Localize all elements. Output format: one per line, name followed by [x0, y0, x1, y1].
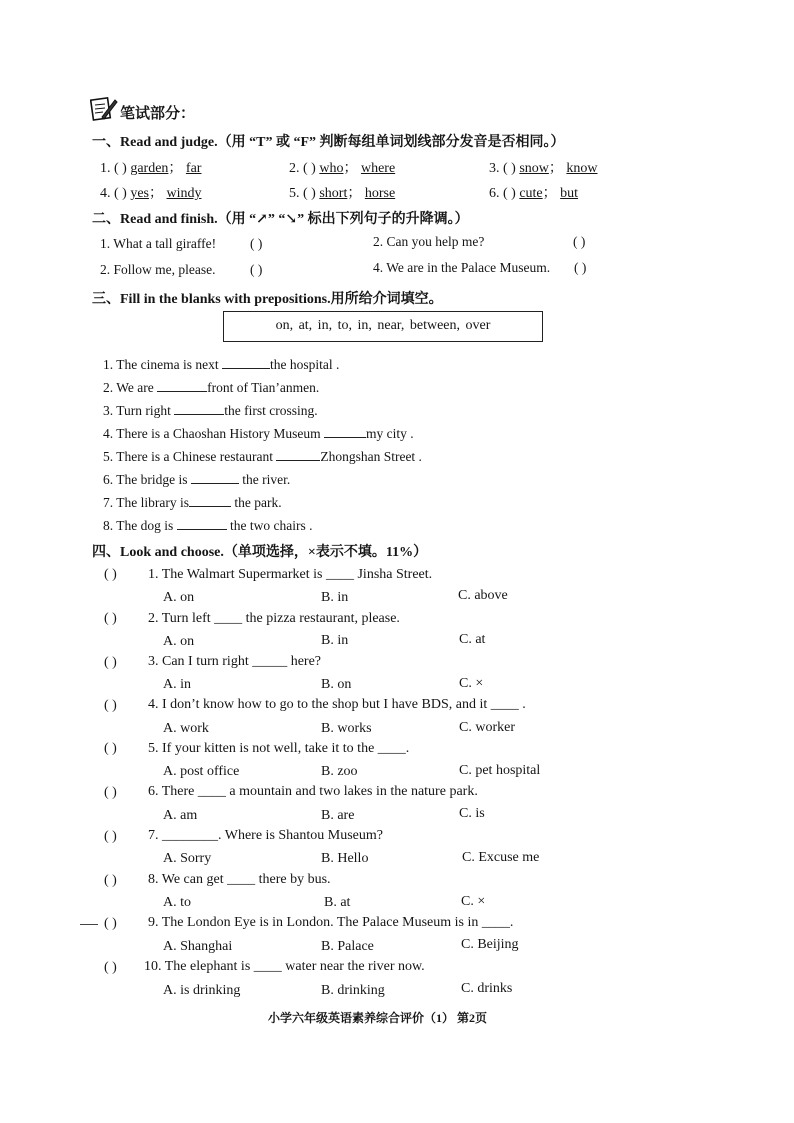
option-a[interactable]: A. in: [163, 677, 191, 692]
option-c[interactable]: C. ×: [459, 676, 484, 691]
section2-item: 4. We are in the Palace Museum.: [373, 260, 551, 275]
option-b[interactable]: B. at: [324, 895, 351, 910]
option-b[interactable]: B. drinking: [321, 983, 385, 998]
section1-item: 1. ( ) garden； far: [100, 161, 202, 176]
answer-blank[interactable]: [177, 517, 227, 530]
option-c[interactable]: C. at: [459, 632, 486, 647]
answer-blank[interactable]: [276, 448, 320, 461]
answer-paren[interactable]: ( ): [503, 186, 516, 201]
question-text: 5. If your kitten is not well, take it to the ____.: [148, 741, 410, 756]
question-text: 2. Turn left ____ the pizza restaurant, please.: [148, 611, 400, 626]
option-c[interactable]: C. Excuse me: [462, 850, 540, 865]
fill-blank-item: 2. We are front of Tian’anmen.: [103, 380, 320, 395]
answer-paren[interactable]: ( ): [114, 186, 127, 201]
fill-blank-item: 7. The library is the park.: [103, 495, 282, 510]
margin-dash-mark: [80, 924, 98, 925]
section1-item: 6. ( ) cute； but: [489, 186, 579, 201]
answer-paren[interactable]: ( ): [104, 785, 117, 800]
question-text: 4. I don’t know how to go to the shop but I have BDS, and it ____ .: [148, 697, 526, 712]
section2-heading: 二、Read and finish.（用 “↗” “↘” 标出下列句子的升降调。）: [92, 212, 469, 227]
option-a[interactable]: A. is drinking: [163, 983, 241, 998]
answer-paren[interactable]: ( ): [104, 873, 117, 888]
section2-item: 1. What a tall giraffe!: [100, 236, 217, 251]
section4-heading: 四、Look and choose.（单项选择，×表示不填。11%）: [92, 545, 428, 560]
answer-paren[interactable]: ( ): [303, 161, 316, 176]
option-a[interactable]: A. on: [163, 634, 195, 649]
answer-paren[interactable]: ( ): [104, 567, 117, 582]
option-c[interactable]: C. worker: [459, 720, 515, 735]
fill-blank-item: 8. The dog is the two chairs .: [103, 518, 313, 533]
answer-blank[interactable]: [222, 356, 270, 369]
option-c[interactable]: C. ×: [461, 894, 486, 909]
section2-item: 2. Follow me, please.: [100, 262, 216, 277]
option-b[interactable]: B. on: [321, 677, 352, 692]
question-text: 9. The London Eye is in London. The Palace Museum is in ____.: [148, 915, 514, 930]
option-c[interactable]: C. Beijing: [461, 937, 519, 952]
option-a[interactable]: A. post office: [163, 764, 240, 779]
answer-paren[interactable]: ( ): [104, 741, 117, 756]
preposition-word-list: on, at, in, to, in, near, between, over: [275, 318, 491, 333]
answer-paren[interactable]: ( ): [114, 161, 127, 176]
fill-blank-item: 1. The cinema is next the hospital .: [103, 357, 340, 372]
option-a[interactable]: A. on: [163, 590, 195, 605]
answer-paren[interactable]: ( ): [250, 262, 263, 277]
question-text: 10. The elephant is ____ water near the river now.: [144, 959, 425, 974]
question-text: 7. ________. Where is Shantou Museum?: [148, 828, 383, 843]
section1-item: 5. ( ) short； horse: [289, 186, 396, 201]
section-title: 笔试部分：: [120, 106, 196, 122]
answer-paren[interactable]: ( ): [104, 611, 117, 626]
preposition-word-box: [223, 311, 543, 342]
answer-paren[interactable]: ( ): [104, 655, 117, 670]
fill-blank-item: 5. There is a Chinese restaurant Zhongshan Street .: [103, 449, 422, 464]
answer-paren[interactable]: ( ): [104, 698, 117, 713]
section2-item: 2. Can you help me?: [373, 234, 485, 249]
question-text: 3. Can I turn right _____ here?: [148, 654, 322, 669]
option-a[interactable]: A. to: [163, 895, 191, 910]
question-text: 8. We can get ____ there by bus.: [148, 872, 331, 887]
fill-blank-item: 4. There is a Chaoshan History Museum my city .: [103, 426, 414, 441]
answer-paren[interactable]: ( ): [573, 234, 586, 249]
answer-paren[interactable]: ( ): [104, 960, 117, 975]
option-a[interactable]: A. Shanghai: [163, 939, 233, 954]
section3-heading: 三、Fill in the blanks with prepositions.用所给介词填空。: [92, 292, 443, 307]
option-b[interactable]: B. in: [321, 633, 349, 648]
option-b[interactable]: B. zoo: [321, 764, 358, 779]
option-c[interactable]: C. pet hospital: [459, 763, 541, 778]
section1-item: 2. ( ) who； where: [289, 161, 396, 176]
option-b[interactable]: B. works: [321, 721, 372, 736]
answer-blank[interactable]: [157, 379, 207, 392]
option-c[interactable]: C. above: [458, 588, 508, 603]
answer-paren[interactable]: ( ): [503, 161, 516, 176]
option-a[interactable]: A. work: [163, 721, 209, 736]
answer-blank[interactable]: [324, 425, 366, 438]
answer-blank[interactable]: [191, 471, 239, 484]
option-c[interactable]: C. drinks: [461, 981, 513, 996]
answer-blank[interactable]: [189, 494, 231, 507]
answer-blank[interactable]: [174, 402, 224, 415]
answer-paren[interactable]: ( ): [574, 260, 587, 275]
page-footer: 小学六年级英语素养综合评价（1） 第2页: [268, 1011, 488, 1025]
option-b[interactable]: B. Hello: [321, 851, 369, 866]
answer-paren[interactable]: ( ): [303, 186, 316, 201]
question-text: 1. The Walmart Supermarket is ____ Jinsha Street.: [148, 567, 433, 582]
option-b[interactable]: B. are: [321, 808, 355, 823]
section1-heading: 一、Read and judge.（用 “T” 或 “F” 判断每组单词划线部分发音是否相同。）: [92, 135, 565, 150]
fill-blank-item: 6. The bridge is the river.: [103, 472, 291, 487]
fill-blank-item: 3. Turn right the first crossing.: [103, 403, 318, 418]
option-a[interactable]: A. Sorry: [163, 851, 212, 866]
question-text: 6. There ____ a mountain and two lakes in the nature park.: [148, 784, 478, 799]
option-b[interactable]: B. in: [321, 590, 349, 605]
section1-item: 3. ( ) snow； know: [489, 161, 598, 176]
pencil-paper-icon: [90, 95, 118, 121]
answer-paren[interactable]: ( ): [104, 916, 117, 931]
option-c[interactable]: C. is: [459, 806, 485, 821]
answer-paren[interactable]: ( ): [104, 829, 117, 844]
option-a[interactable]: A. am: [163, 808, 198, 823]
option-b[interactable]: B. Palace: [321, 939, 374, 954]
section1-item: 4. ( ) yes； windy: [100, 186, 202, 201]
answer-paren[interactable]: ( ): [250, 236, 263, 251]
